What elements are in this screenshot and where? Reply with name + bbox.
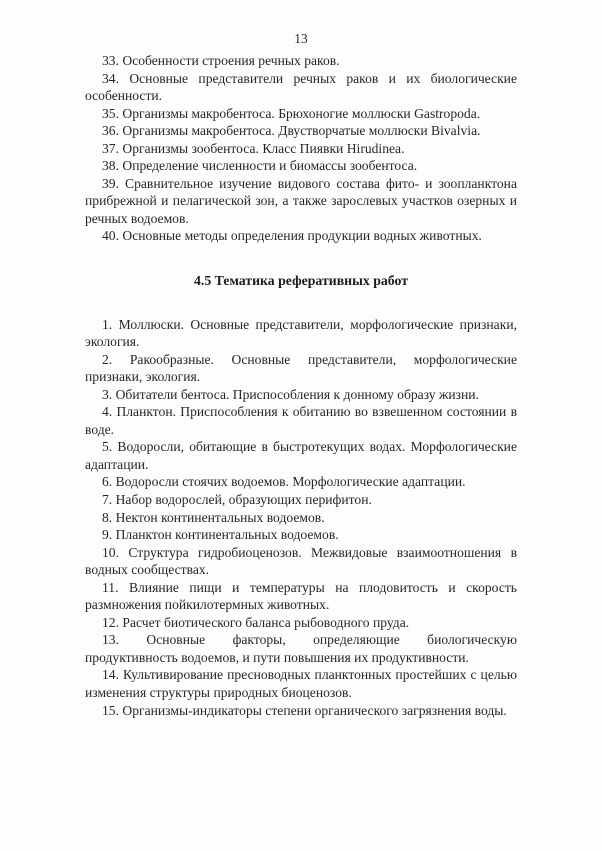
list-item: 13. Основные факторы, определяющие биологическую продуктивность водоемов, и пути повышения их продуктивности. xyxy=(85,632,517,665)
list-item: 39. Сравнительное изучение видового состава фито- и зоопланктона прибрежной и пелагической зон, а также зарослевых участков озерных и речных водоемов. xyxy=(85,175,517,226)
list-item: 36. Организмы макробентоса. Двустворчатые моллюски Bivalvia. xyxy=(102,123,481,139)
list-item: 35. Организмы макробентоса. Брюхоногие моллюски Gastropoda. xyxy=(102,105,481,121)
list-item: 33. Особенности строения речных раков. xyxy=(102,53,340,68)
question-list-continued xyxy=(85,52,517,245)
list-item: 34. Основные представители речных раков и их биологические особенности. xyxy=(85,70,517,104)
list-item: 14. Культивирование пресноводных планктонных простейших с целью изменения структуры природных биоценозов. xyxy=(85,667,517,700)
list-item: 11. Влияние пищи и температуры на плодовитость и скорость размножения пойкилотермных животных. xyxy=(85,579,517,613)
list-item: 2. Ракообразные. Основные представители, морфологические признаки, экология. xyxy=(85,351,517,385)
page-content xyxy=(85,52,517,719)
list-item: 40. Основные методы определения продукции водных животных. xyxy=(102,228,482,244)
list-item: 12. Расчет биотического баланса рыбоводного пруда. xyxy=(102,614,410,630)
list-item: 5. Водоросли, обитающие в быстротекущих водах. Морфологические адаптации. xyxy=(85,439,517,472)
topic-list xyxy=(85,316,517,720)
list-item: 38. Определение численности и биомассы зообентоса. xyxy=(102,158,418,174)
list-item: 3. Обитатели бентоса. Приспособления к донному образу жизни. xyxy=(102,386,479,402)
list-item: 7. Набор водорослей, образующих перифитон. xyxy=(102,491,372,507)
list-item: 4. Планктон. Приспособления к обитанию во взвешенном состоянии в воде. xyxy=(85,404,517,437)
list-item: 10. Структура гидробиоценозов. Межвидовые взаимоотношения в водных сообществах. xyxy=(85,544,517,578)
spacer xyxy=(85,245,517,272)
list-item: 37. Организмы зообентоса. Класс Пиявки Hirudinea. xyxy=(102,140,405,156)
page-number: 13 xyxy=(294,31,308,46)
list-item: 8. Нектон континентальных водоемов. xyxy=(102,509,325,525)
list-item: 1. Моллюски. Основные представители, морфологические признаки, экология. xyxy=(85,316,517,350)
list-item: 6. Водоросли стоячих водоемов. Морфологические адаптации. xyxy=(102,474,466,490)
section-heading: 4.5 Тематика реферативных работ xyxy=(193,273,409,289)
list-item: 9. Планктон континентальных водоемов. xyxy=(102,527,339,543)
list-item: 15. Организмы-индикаторы степени органического загрязнения воды. xyxy=(102,702,507,718)
spacer xyxy=(85,290,517,316)
